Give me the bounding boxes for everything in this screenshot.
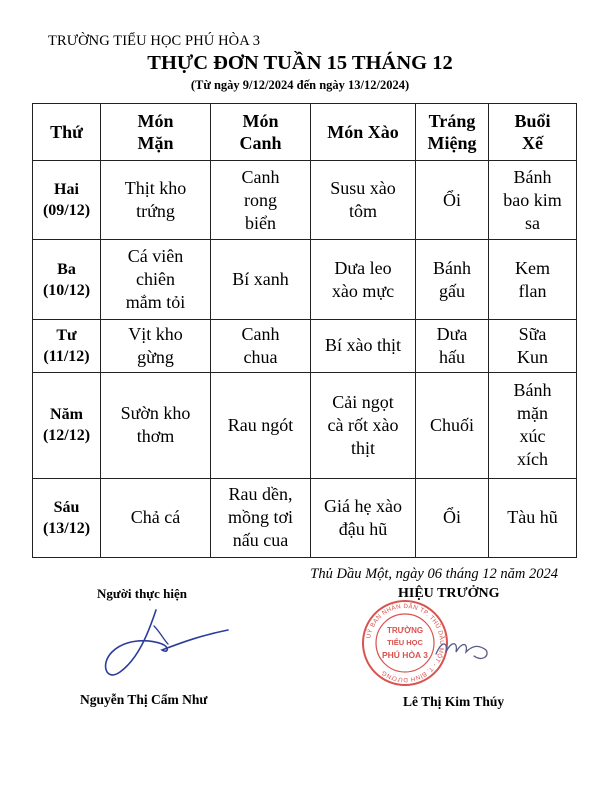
cell-line: Kem [515,257,550,278]
cell-line: hấu [439,346,465,367]
column-header-line: Xế [522,133,543,153]
cell-line: Kun [517,346,548,367]
principal-name: Lê Thị Kim Thúy [403,694,505,709]
cell-dessert [416,319,489,372]
cell-line: Tàu hũ [507,507,558,528]
cell-afternoon-snack [489,161,577,240]
cell-line: (12/12) [42,427,91,445]
cell-dessert [416,373,489,478]
cell-line: gấu [439,280,465,301]
cell-day [33,161,101,240]
stamp-line-1: TRƯỜNG [386,626,424,635]
principal-signature [430,620,500,670]
column-header-line: Món Xào [327,122,399,142]
cell-line: Canh [241,166,280,187]
cell-line: Sữa [518,323,547,344]
column-header-line: Canh [239,133,282,153]
column-header-stir-fry [311,104,416,161]
column-header-afternoon-snack [489,104,577,161]
cell-line: sa [525,212,540,233]
cell-line: Sáu [53,498,80,516]
stamp-line-3: PHÚ HÒA 3 [382,650,428,660]
cell-stir-fry [311,373,416,478]
cell-line: thịt [350,437,375,458]
cell-line: Giá hẹ xào [324,495,402,516]
cell-day [33,240,101,319]
cell-soup [211,161,311,240]
cell-dessert [416,478,489,557]
cell-main-dish [101,373,211,478]
cell-line: Sườn kho [120,403,191,424]
cell-line: Dưa [436,323,468,344]
date-range: (Từ ngày 9/12/2024 đến ngày 13/12/2024) [190,78,410,92]
table-row [33,240,577,319]
cell-day [33,373,101,478]
preparer-title: Người thực hiện [97,586,187,601]
preparer-signature-flourish [154,626,168,644]
cell-line: Chả cá [130,507,181,528]
cell-line: rong [244,189,277,210]
cell-line: Cải ngọt [332,391,394,412]
cell-line: Bánh [433,257,471,278]
cell-line: Canh [241,323,280,344]
cell-soup [211,240,311,319]
cell-stir-fry [311,240,416,319]
cell-line: Năm [50,406,83,424]
cell-line: chua [243,346,278,367]
cell-dessert [416,240,489,319]
menu-title: THỰC ĐƠN TUẦN 15 THÁNG 12 [147,52,453,74]
cell-line: mồng tơi [227,507,294,528]
cell-afternoon-snack [489,319,577,372]
header-row [33,104,577,161]
cell-line: Susu xào [330,178,396,199]
cell-line: Chuối [429,414,474,435]
cell-main-dish [101,478,211,557]
cell-line: biển [245,212,276,233]
cell-main-dish [101,240,211,319]
cell-soup [211,478,311,557]
cell-line: (10/12) [42,281,91,299]
preparer-name: Nguyễn Thị Cẩm Như [80,692,208,707]
column-header-line: Miệng [427,133,477,153]
cell-line: cà rốt xào [327,414,399,435]
cell-line: Dưa leo [334,257,392,278]
column-header-main-dish [101,104,211,161]
cell-line: trứng [136,201,175,222]
cell-line: (11/12) [43,347,90,365]
table-header [33,104,577,161]
cell-line: Tư [56,326,77,344]
cell-line: Bánh [513,380,552,401]
cell-line: Bánh [513,166,552,187]
table-row [33,319,577,372]
cell-line: Bí xanh [232,269,289,290]
place-date: Thủ Dầu Một, ngày 06 tháng 12 năm 2024 [310,566,558,582]
cell-line: đậu hũ [338,518,388,539]
cell-line: Ba [57,260,76,278]
cell-line: Rau dền, [228,484,293,505]
cell-dessert [416,161,489,240]
cell-line: chiên [136,269,175,290]
column-header-line: Món [137,111,174,131]
table-row [33,478,577,557]
column-header-line: Tráng [428,111,476,131]
cell-day [33,319,101,372]
cell-soup [211,319,311,372]
cell-line: nấu cua [232,530,289,551]
column-header-soup [211,104,311,161]
principal-title: HIỆU TRƯỞNG [398,586,500,601]
cell-line: xúc [519,426,546,447]
column-header-day [33,104,101,161]
cell-line: Ổi [443,507,461,528]
column-header-line: Buổi [514,111,551,131]
cell-line: Cá viên [127,246,184,267]
cell-line: tôm [348,201,377,222]
cell-soup [211,373,311,478]
cell-line: thơm [136,426,175,447]
column-header-line: Mặn [137,133,174,153]
column-header-dessert [416,104,489,161]
cell-afternoon-snack [489,240,577,319]
weekly-menu-table [32,103,577,558]
cell-stir-fry [311,478,416,557]
cell-afternoon-snack [489,373,577,478]
cell-line: Thịt kho [124,178,187,199]
cell-line: Bí xào thịt [325,335,401,356]
cell-line: bao kim [503,189,562,210]
column-header-line: Món [242,111,279,131]
school-name: TRƯỜNG TIỂU HỌC PHÚ HÒA 3 [48,33,261,49]
cell-stir-fry [311,161,416,240]
table-row [33,373,577,478]
cell-line: xích [517,449,548,470]
cell-line: mặn [517,403,548,424]
cell-day [33,478,101,557]
cell-main-dish [101,319,211,372]
cell-afternoon-snack [489,478,577,557]
table-body [33,161,577,558]
cell-line: Hai [54,181,79,199]
cell-line: flan [518,280,547,301]
table-row [33,161,577,240]
cell-line: xào mực [331,280,395,301]
cell-line: Ổi [443,189,461,210]
cell-line: Rau ngót [227,414,294,435]
cell-line: (13/12) [42,519,91,537]
column-header-line: Thứ [50,122,83,142]
cell-line: (09/12) [42,202,91,220]
cell-main-dish [101,161,211,240]
stamp-ring-text: UỶ BAN NHÂN DÂN TP. THỦ DẦU MỘT - T. BÌNH DƯƠNG [365,602,446,684]
principal-signature-stroke [436,644,487,659]
stamp-line-2: TIỂU HỌC [387,638,423,647]
cell-line: Vịt kho [128,323,183,344]
cell-stir-fry [311,319,416,372]
cell-line: mắm tỏi [125,292,186,313]
preparer-signature [98,604,238,684]
cell-line: gừng [137,346,174,367]
